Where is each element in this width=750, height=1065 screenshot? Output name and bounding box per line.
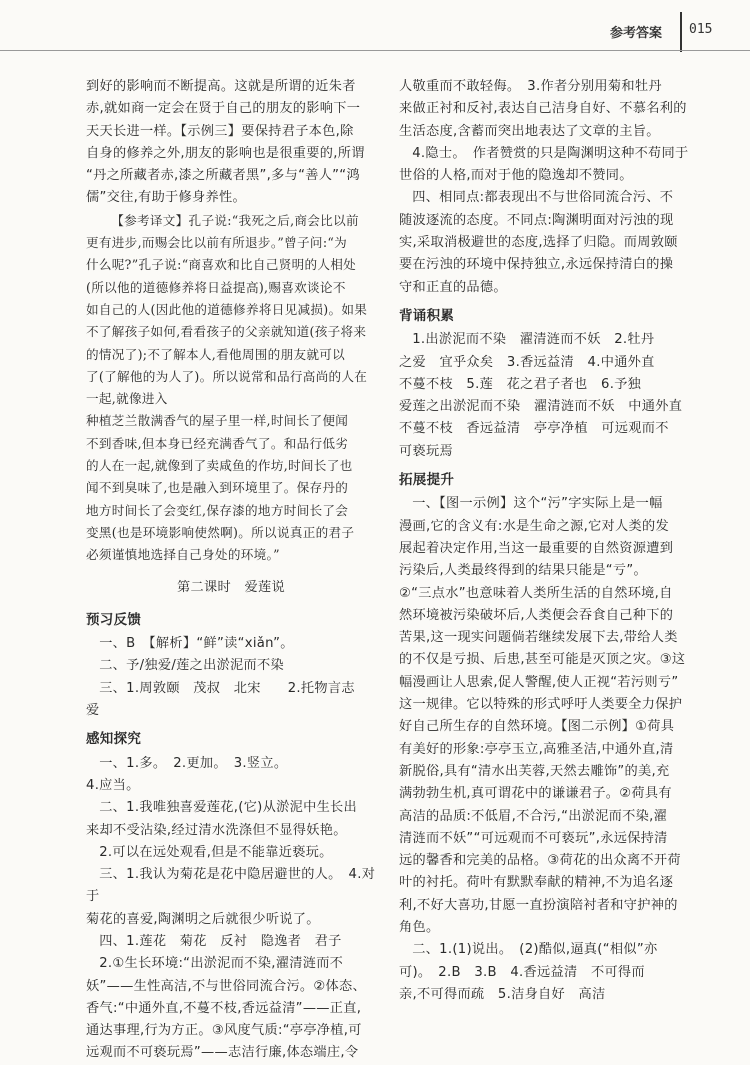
text-line: 利,不好大喜功,甘愿一直扮演陪衬者和守护神的 <box>399 897 678 913</box>
page-number: 015 <box>689 22 713 37</box>
text-line: 爱莲之出淤泥而不染 濯清涟而不妖 中通外直 <box>399 399 683 415</box>
text-line: 香气:“中通外直,不蔓不枝,香远益清”——正直, <box>86 1000 362 1016</box>
text-line: 菊花的喜爱,陶渊明之后就很少听说了。 <box>86 911 320 927</box>
text-line: 展起着决定作用,当这一最重要的自然资源遭到 <box>399 540 674 556</box>
text-line: 更有进步,而赐会比以前有所退步。”曾子问:“为 <box>86 235 348 251</box>
text-line: 远的馨香和完美的品格。③荷花的出众离不开荷 <box>399 853 681 869</box>
text-line: 来做正衬和反衬,表达自己洁身自好、不慕名利的 <box>399 101 687 117</box>
text-line: 清涟而不妖”“可远观而不可亵玩”,永远保持清 <box>399 830 668 846</box>
text-line: 好自己所生存的自然环境。【图二示例】①荷具 <box>399 719 675 735</box>
text-line: 什么呢?”孔子说:“商喜欢和比自己贤明的人相处 <box>86 257 357 273</box>
text-line: 妖”——生性高洁,不与世俗同流合污。②体态、 <box>86 978 367 994</box>
text-line: 不了解孩子如何,看看孩子的父亲就知道(孩子将来 <box>86 324 367 340</box>
text-line: 地方时间长了会变红,保存漆的地方时间长了会 <box>86 502 349 518</box>
text-line: 污染后,人类最终得到的结果只能是“亏”。 <box>399 563 648 579</box>
text-line: 漫画,它的含义有:水是生命之源,它对人类的发 <box>399 518 669 534</box>
text-line: 如自己的人(因此他的道德修养将日见减损)。如果 <box>86 301 368 317</box>
text-line: 天天长进一样。【示例三】要保持君子本色,除 <box>86 123 354 139</box>
text-line: 来却不受沾染,经过清水洗涤但不显得妖艳。 <box>86 822 347 838</box>
text-line: 一、【图一示例】这个“污”字实际上是一幅 <box>412 496 663 512</box>
text-line: 然环境被污染破坏后,人类便会吞食自己种下的 <box>399 607 674 623</box>
text-line: 一、1.多。 2.更加。 3.竖立。 <box>99 755 288 771</box>
text-line: 变黑(也是环境影响使然啊)。所以说真正的君子 <box>86 524 355 540</box>
text-line: 不蔓不枝 5.莲 花之君子者也 6.予独 <box>399 376 642 392</box>
text-line: 四、1.莲花 菊花 反衬 隐逸者 君子 <box>99 933 342 949</box>
text-line: 第二课时 爱莲说 <box>177 579 285 595</box>
text-line: 不蔓不枝 香远益清 亭亭净植 可远观而不 <box>399 421 669 437</box>
text-line: 4.隐士。 作者赞赏的只是陶渊明这种不苟同于 <box>412 145 689 161</box>
text-line: 一、B 【解析】“鲜”读“xiǎn”。 <box>99 636 294 652</box>
text-line: 二、1.我唯独喜爱莲花,(它)从淤泥中生长出 <box>99 800 358 816</box>
text-line: 可)。 2.B 3.B 4.香远益清 不可得而 <box>399 964 645 980</box>
text-line: 二、1.(1)说出。 (2)酷似,逼真(“相似”亦 <box>412 942 658 958</box>
text-line: 之爱 宜乎众矣 3.香远益清 4.中通外直 <box>399 354 655 370</box>
text-line: 【参考译文】孔子说:“我死之后,商会比以前 <box>111 212 359 228</box>
right-column <box>399 76 689 1006</box>
text-line: 新脱俗,具有“清水出芙蓉,天然去雕饰”的美,充 <box>399 763 670 779</box>
text-line: ②“三点水”也意味着人类所生活的自然环境,自 <box>399 585 673 601</box>
text-line: 随波逐流的态度。不同点:陶渊明面对污浊的现 <box>399 212 674 228</box>
text-line: 叶的衬托。荷叶有默默奉献的精神,不为追名逐 <box>399 875 674 891</box>
header-separator <box>680 12 682 52</box>
text-line: 生活态度,含蓄而突出地表达了文章的主旨。 <box>399 123 660 139</box>
text-line: 自身的修养之外,朋友的影响也是很重要的,所谓 <box>86 145 365 161</box>
text-line: 2.①生长环境:“出淤泥而不染,濯清涟而不 <box>99 956 344 972</box>
text-line: 三、1.我认为菊花是花中隐居避世的人。 4.对于 <box>86 867 376 905</box>
text-line: 四、相同点:都表现出不与世俗同流合污、不 <box>412 190 674 206</box>
text-line: 角色。 <box>399 919 440 935</box>
text-line: 人敬重而不敢轻侮。 3.作者分别用菊和牡丹 <box>399 79 662 94</box>
text-line: 赤,就如商一定会在贤于自己的朋友的影响下一 <box>86 101 361 117</box>
text-line: 苦果,这一现实问题倘若继续发展下去,带给人类 <box>399 630 678 646</box>
text-line: 这一规律。它以特殊的形式呼吁人类要全力保护 <box>399 697 683 713</box>
header-title: 参考答案 <box>610 26 663 41</box>
text-line: 高洁的品质:不低眉,不合污,“出淤泥而不染,濯 <box>399 808 668 824</box>
text-line: 儒”交往,有助于修身养性。 <box>86 190 246 206</box>
text-line: 1.出淤泥而不染 濯清涟而不妖 2.牡丹 <box>412 332 655 348</box>
text-line: 有美好的形象:亭亭玉立,高雅圣洁,中通外直,清 <box>399 741 674 757</box>
text-line: 远观而不可亵玩焉”——志洁行廉,体态端庄,令 <box>86 1045 359 1061</box>
text-line: 闻不到臭味了,也是融入到环境里了。保存丹的 <box>86 480 349 496</box>
text-line: 可亵玩焉 <box>399 443 453 459</box>
text-line: 守和正直的品德。 <box>399 279 507 295</box>
text-line: “丹之所藏者赤,漆之所藏者黑”,多与“善人”“鸿 <box>86 168 360 184</box>
text-line: 必须谨慎地选择自己身处的环境。” <box>86 547 280 563</box>
text-line: 的人在一起,就像到了卖咸鱼的作坊,时间长了也 <box>86 458 353 474</box>
text-line: 了(了解他的为人了)。所以说常和品行高尚的人在一起,就像进入 <box>86 368 368 407</box>
text-line: 4.应当。 <box>86 777 140 793</box>
text-line: 通达事理,行为方正。③风度气质:“亭亭净植,可 <box>86 1023 362 1039</box>
text-line: 亲,不可得而疏 5.洁身自好 高洁 <box>399 986 606 1002</box>
text-line: (所以他的道德修养将日益提高),赐喜欢谈论不 <box>86 279 346 295</box>
text-line: 世俗的人格,而对于他的隐逸却不赞同。 <box>399 168 633 184</box>
section-heading: 拓展提升 <box>399 472 455 489</box>
text-line: 实,采取消极避世的态度,选择了归隐。而周敦颐 <box>399 235 678 251</box>
text-line: 要在污浊的环境中保持独立,永远保持清白的操 <box>399 257 674 273</box>
text-line: 种植芝兰散满香气的屋子里一样,时间长了便闻 <box>86 413 349 429</box>
text-line: 幅漫画让人思索,促人警醒,使人正视“若污则亏” <box>399 674 679 690</box>
text-line: 的不仅是亏损、后患,甚至可能是灭顶之灾。③这 <box>399 652 686 668</box>
text-line: 满勃勃生机,真可谓花中的谦谦君子。②荷具有 <box>399 786 672 802</box>
text-line: 三、1.周敦颐 茂叔 北宋 2.托物言志 爱 <box>86 680 369 719</box>
section-heading: 预习反馈 <box>86 611 142 628</box>
header-rule <box>0 50 750 51</box>
left-column <box>86 76 376 1065</box>
text-line: 的情况了);不了解本人,看他周围的朋友就可以 <box>86 346 346 362</box>
text-line: 2.可以在远处观看,但是不能靠近亵玩。 <box>99 844 333 860</box>
section-heading: 背诵积累 <box>399 307 455 324</box>
text-line: 二、予/独爱/莲之出淤泥而不染 <box>99 658 285 674</box>
text-line: 到好的影响而不断提高。这就是所谓的近朱者 <box>86 79 356 94</box>
section-heading: 感知探究 <box>86 731 142 748</box>
text-line: 不到香味,但本身已经充满香气了。和品行低劣 <box>86 435 349 451</box>
